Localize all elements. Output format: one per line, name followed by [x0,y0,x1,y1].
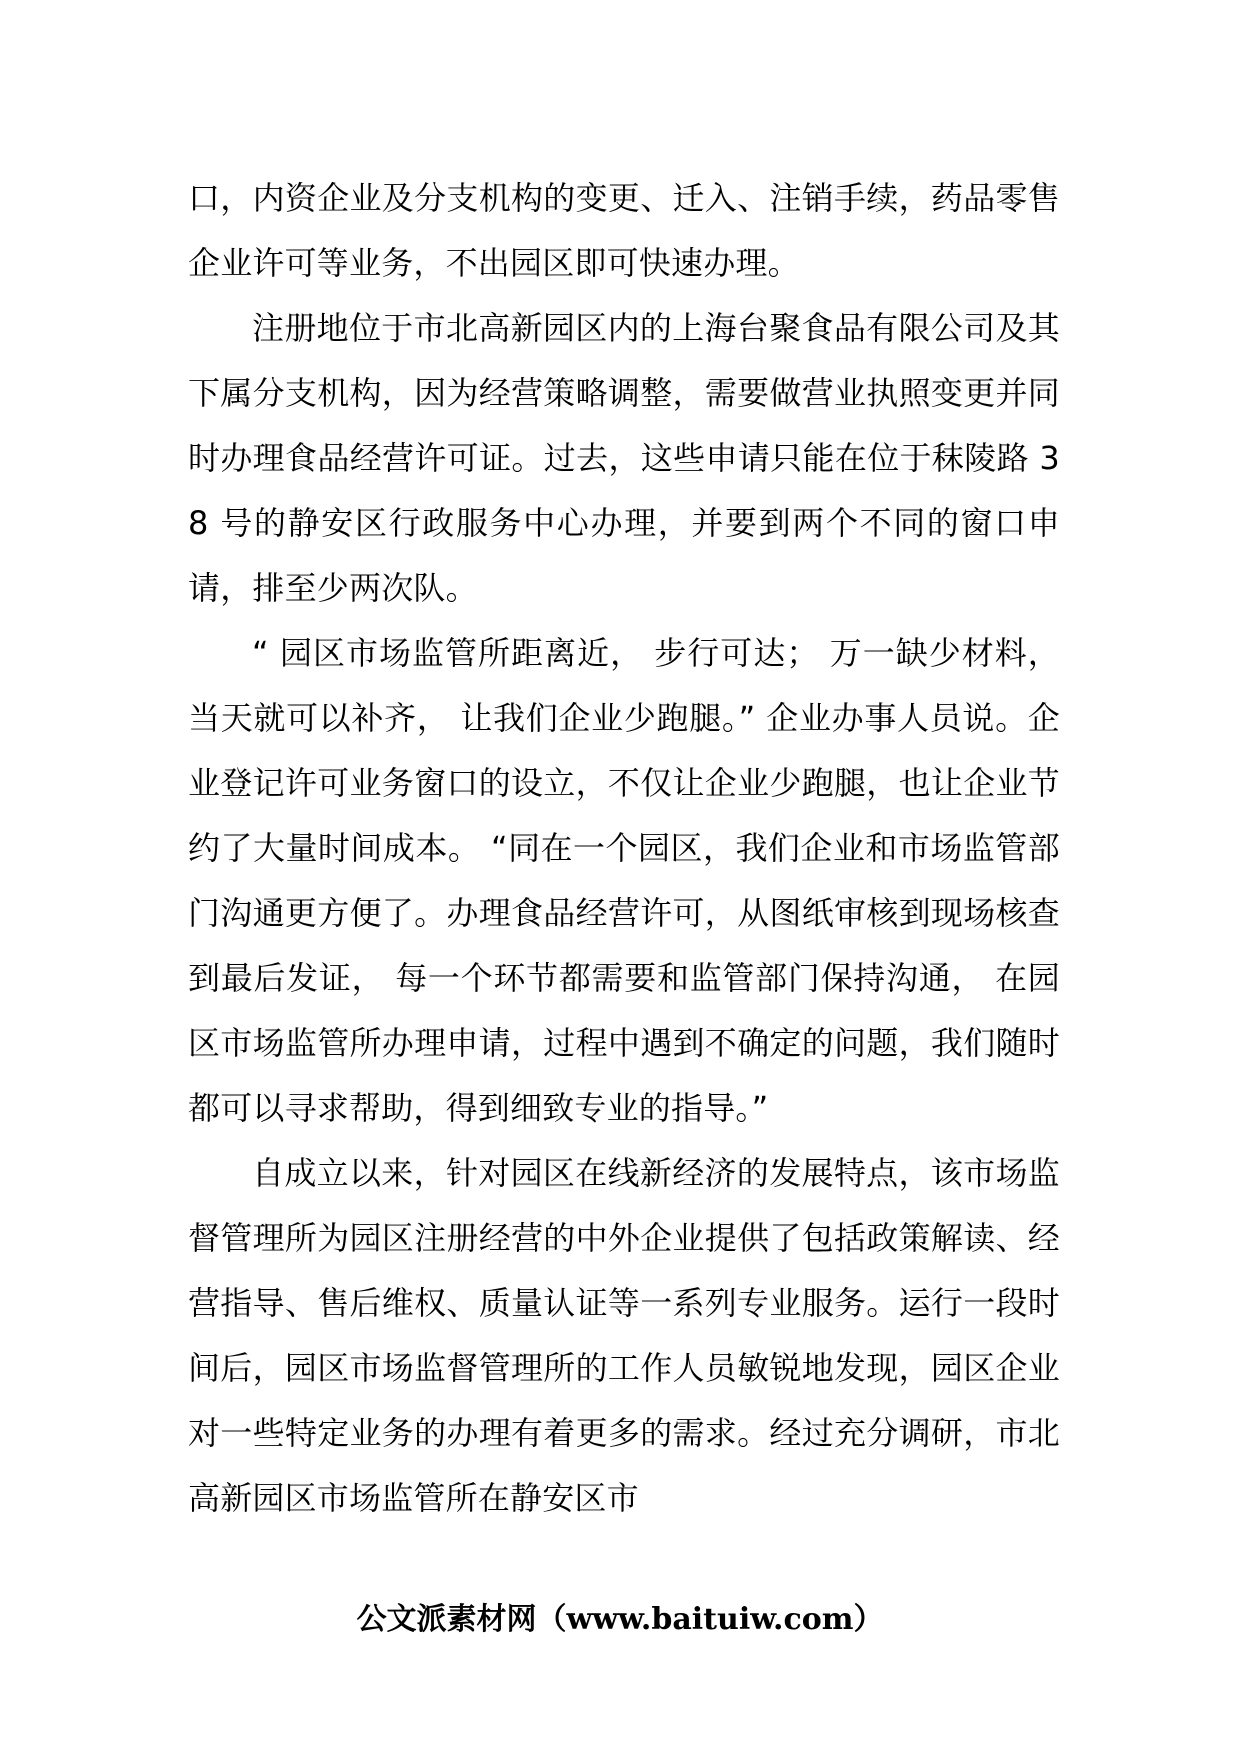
paragraph-4: 自成立以来，针对园区在线新经济的发展特点，该市场监督管理所为园区注册经营的中外企业提供了包括政策解读、经营指导、售后维权、质量认证等一系列专业服务。运行一段时间后，园区市场监督管理所的工作人员敏锐地发现，园区企业对一些特定业务的办理有着更多的需求。经过充分调研，市北高新园区市场监管所在静安区市 [188,1154,1060,1517]
paragraph-2: 注册地位于市北高新园区内的上海台聚食品有限公司及其下属分支机构，因为经营策略调整，需要做营业执照变更并同时办理食品经营许可证。过去，这些申请只能在位于秣陵路 38 号的静安区行政服务中心办理，并要到两个不同的窗口申请，排至少两次队。 [188,309,1060,607]
body-text [188,166,1060,1531]
paragraph-1: 口，内资企业及分支机构的变更、迁入、注销手续，药品零售企业许可等业务，不出园区即可快速办理。 [188,179,1060,282]
paragraph-3: “ 园区市场监管所距离近， 步行可达； 万一缺少材料， 当天就可以补齐， 让我们企业少跑腿。” 企业办事人员说。企业登记许可业务窗口的设立，不仅让企业少跑腿，也让企业节约了大量时间成本。 “同在一个园区，我们企业和市场监管部门沟通更方便了。办理食品经营许可，从图纸审核到现场核查到最后发证， 每一个环节都需要和监管部门保持沟通， 在园区市场监管所办理申请，过程中遇到不确定的问题，我们随时都可以寻求帮助，得到细致专业的指导。” [188,634,1060,1127]
footer-watermark: 公文派素材网（www.baituiw.com） [356,1602,884,1637]
